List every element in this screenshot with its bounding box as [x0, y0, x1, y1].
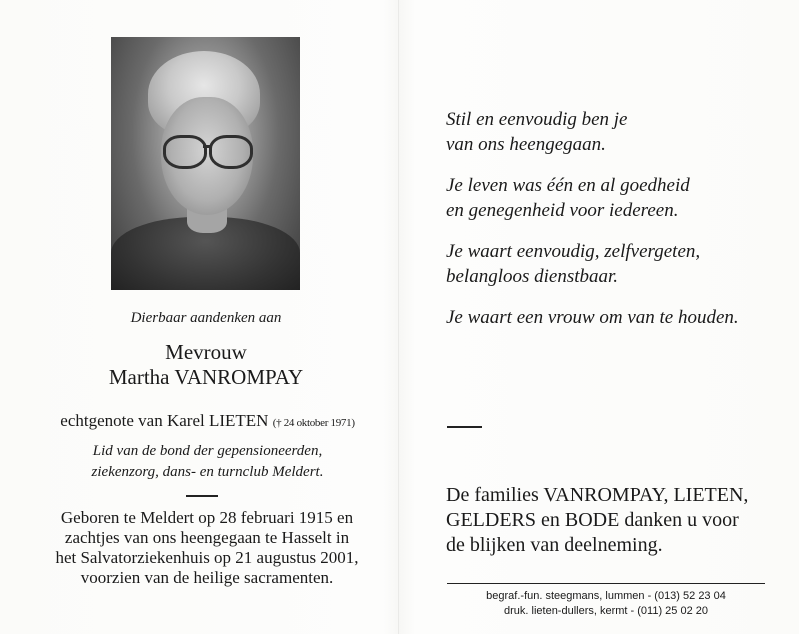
poem-line: belangloos dienstbaar.	[446, 266, 619, 287]
deceased-name: Martha VANROMPAY	[108, 365, 304, 389]
thanks-text	[446, 483, 748, 558]
credits	[447, 589, 765, 619]
poem-stanza	[446, 239, 739, 289]
intro-text: Dierbaar aandenken aan	[130, 310, 282, 326]
birth-death-text	[22, 508, 392, 588]
poem-line: Stil en eenvoudig ben je	[446, 109, 628, 130]
spouse-death-date: († 24 oktober 1971)	[272, 417, 355, 429]
poem-stanza	[446, 305, 739, 330]
poem-line: Je leven was één en al goedheid	[446, 175, 690, 196]
poem-stanza	[446, 107, 739, 157]
birth-line: zachtjes van ons heengegaan te Hasselt in	[64, 528, 350, 547]
poem-line: Je waart eenvoudig, zelfvergeten,	[446, 241, 701, 262]
divider	[447, 426, 482, 428]
spouse-line	[40, 411, 375, 431]
divider	[186, 495, 218, 497]
thanks-line: de blijken van deelneming.	[446, 534, 663, 556]
honorific: Mevrouw	[165, 340, 247, 364]
spouse-text: echtgenote van Karel LIETEN	[60, 411, 269, 430]
poem-line: Je waart een vrouw om van te houden.	[446, 307, 739, 328]
poem-stanza	[446, 173, 739, 223]
poem-line: van ons heengegaan.	[446, 134, 606, 155]
poem	[446, 107, 739, 346]
credits-rule	[447, 583, 765, 584]
credit-line: druk. lieten-dullers, kermt - (011) 25 02 20	[504, 605, 708, 617]
thanks-line: De families VANROMPAY, LIETEN,	[446, 484, 749, 506]
thanks-line: GELDERS en BODE danken u voor	[446, 509, 739, 531]
birth-line: het Salvatorziekenhuis op 21 augustus 2001,	[55, 548, 359, 567]
portrait-photo	[111, 37, 300, 290]
card-fold	[398, 0, 399, 634]
membership-line: Lid van de bond der gepensioneerden,	[92, 443, 323, 459]
membership-line: ziekenzorg, dans- en turnclub Meldert.	[91, 464, 324, 480]
credit-line: begraf.-fun. steegmans, lummen - (013) 52 23 04	[486, 590, 726, 602]
birth-line: voorzien van de heilige sacramenten.	[80, 568, 334, 587]
poem-line: en genegenheid voor iedereen.	[446, 200, 679, 221]
birth-line: Geboren te Meldert op 28 februari 1915 en	[60, 508, 354, 527]
